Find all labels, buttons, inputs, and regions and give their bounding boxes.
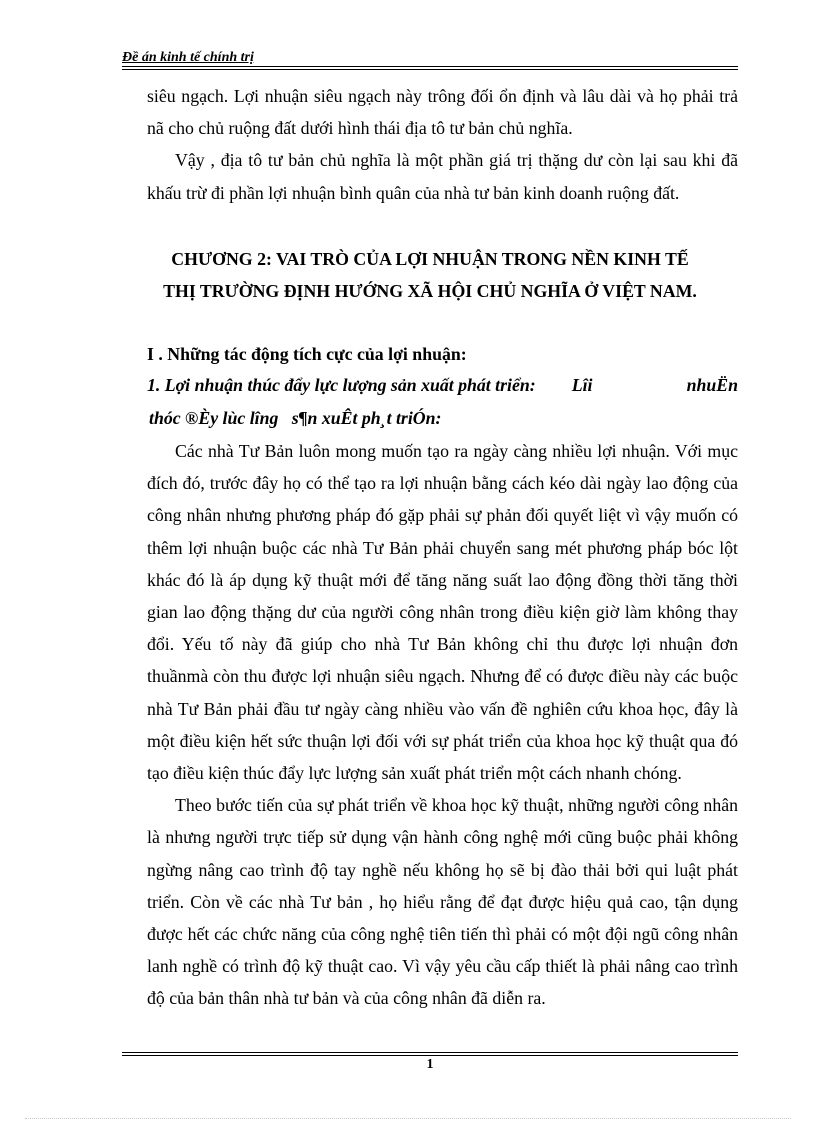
subsection-garbled-a: Lîi (571, 375, 593, 395)
header-title: Đề án kinh tế chính trị (122, 50, 254, 65)
header-rule-top (122, 66, 738, 67)
section-heading: I . Những tác động tích cực của lợi nhuận: (147, 344, 467, 364)
subsection-garbled-line2: thóc ®Èy lùc lîng s¶n xuÊt ph¸t triÓn: (149, 407, 442, 428)
page-number: 1 (426, 1057, 434, 1072)
intro-paragraph-1: siêu ngạch. Lợi nhuận siêu ngạch này trông đối ổn định và lâu dài và họ phải trả nã cho chủ ruộng đất dưới hình thái địa tô tư bản chủ nghĩa. (147, 86, 738, 139)
page-edge-dots (25, 1118, 791, 1119)
chapter-heading-line1: CHƯƠNG 2: VAI TRÒ CỦA LỢI NHUẬN TRONG NỀN KINH TẾ (171, 249, 689, 269)
body-paragraph-2: Theo bước tiến của sự phát triển về khoa học kỹ thuật, những người công nhân là nhưng người trực tiếp sử dụng vận hành công nghệ mới cũng buộc phải không ngừng nâng cao trình độ tay nghề nếu không họ sẽ bị đào thải bởi qui luật phát triển. Còn về các nhà Tư bản , họ hiểu rằng để đạt được hiệu quả cao, tận dụng được hết các chức năng của công nghệ tiên tiến thì phải có một đội ngũ công nhân lanh nghề có trình độ kỹ thuật cao. Vì vậy yêu cầu cấp thiết là phải nâng cao trình độ của bản thân nhà tư bản và của công nhân đã diễn ra. (147, 795, 738, 1009)
chapter-heading-line2: THỊ TRƯỜNG ĐỊNH HƯỚNG XÃ HỘI CHỦ NGHĨA Ở VIỆT NAM. (163, 281, 697, 301)
intro-paragraph-2-wrap (147, 144, 738, 208)
subsection-title: 1. Lợi nhuận thúc đẩy lực lượng sản xuất phát triển: (147, 375, 536, 395)
intro-paragraph-2: Vậy , địa tô tư bản chủ nghĩa là một phần giá trị thặng dư còn lại sau khi đã khấu trừ đi phần lợi nhuận bình quân của nhà tư bản kinh doanh ruộng đất. (147, 150, 738, 203)
header-rule-bottom (122, 69, 738, 70)
footer-rule-top (122, 1052, 738, 1053)
subsection-heading (147, 369, 738, 434)
body-paragraph-1: Các nhà Tư Bản luôn mong muốn tạo ra ngày càng nhiều lợi nhuận. Với mục đích đó, trước đây họ có thể tạo ra lợi nhuận bằng cách kéo dài ngày lao động của công nhân nhưng phương pháp đó gặp phải sự phản đối quyết liệt vì vậy muốn có thêm lợi nhuận buộc các nhà Tư Bản phải chuyển sang mét phương pháp bóc lột khác đó là áp dụng kỹ thuật mới để tăng năng suất lao động đồng thời tăng thời gian lao động thặng dư của người công nhân trong điều kiện giờ làm không thay đổi. Yếu tố này đã giúp cho nhà Tư Bản không chỉ thu được lợi nhuận đơn thuầnmà còn thu được lợi nhuận siêu ngạch. Nhưng để có được điều này các buộc nhà Tư Bản phải đầu tư ngày càng nhiều vào vấn đề nghiên cứu khoa học, đây là một điều kiện hết sức thuận lợi đối với sự phát triển của khoa học kỹ thuật qua đó tạo điều kiện thúc đẩy lực lượng sản xuất phát triển một cách nhanh chóng. (147, 441, 738, 784)
chapter-heading (122, 243, 738, 307)
footer-rule-bottom (122, 1055, 738, 1056)
subsection-garbled-b: nhuËn (686, 375, 738, 395)
body-paragraphs (147, 435, 738, 1015)
intro-text (147, 80, 738, 209)
